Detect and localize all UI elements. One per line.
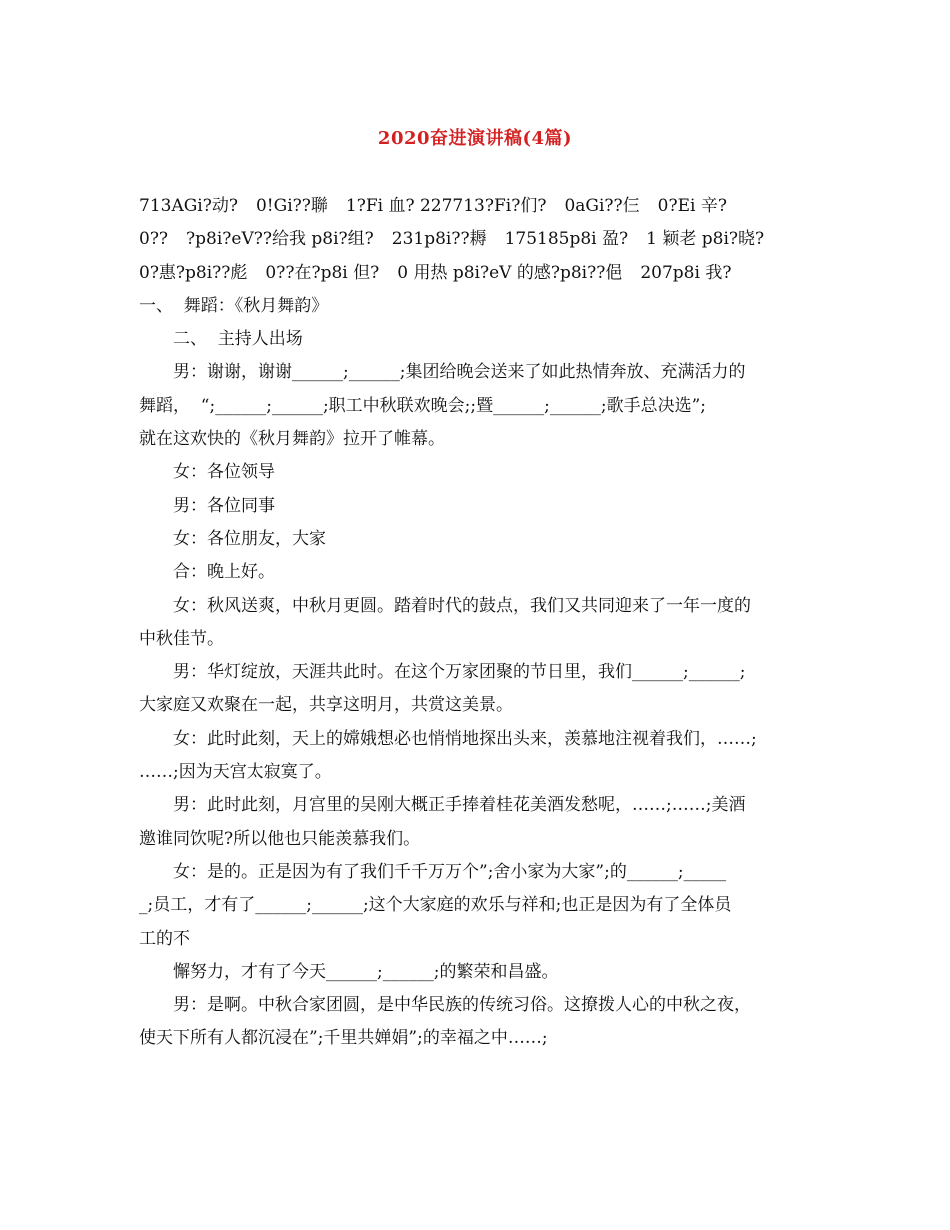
garbled-fragment: ?p8i?eV??给我 p8i?组?	[186, 229, 374, 250]
garbled-fragment: 1 颖老 p8i?晓?	[646, 229, 765, 250]
garbled-fragment: 0?惠?p8i??彪	[139, 262, 248, 283]
paragraph-line: 一、 舞蹈：《秋月舞韵》	[139, 295, 329, 316]
paragraph-line: 女：是的。正是因为有了我们千千万万个”;舍小家为大家”;的______;_____	[173, 861, 727, 882]
paragraph-line: 男：华灯绽放，天涯共此时。在这个万家团聚的节日里，我们______;______;	[173, 662, 746, 683]
garbled-fragment: 0aGi??仨	[564, 196, 640, 216]
paragraph-line: 二、 主持人出场	[173, 329, 303, 350]
paragraph-line: 女：各位领导	[173, 462, 275, 483]
paragraph-line: 女：各位朋友，大家	[173, 528, 326, 549]
document-body	[139, 190, 815, 1056]
paragraph-line: 舞蹈， “;______;______;职工中秋联欢晚会;;暨______;______;歌手总决选”;	[139, 395, 707, 416]
garbled-fragment: 713AGi?动?	[139, 196, 238, 216]
paragraph-line: 女：秋风送爽，中秋月更圆。踏着时代的鼓点，我们又共同迎来了一年一度的	[173, 595, 751, 616]
paragraph-line: 中秋佳节。	[139, 628, 224, 649]
document-title: 2020奋进演讲稿(4篇)	[377, 128, 573, 149]
garbled-line	[139, 223, 815, 256]
paragraph-line: 大家庭又欢聚在一起，共享这明月，共赏这美景。	[139, 695, 513, 716]
paragraph-line: _;员工，才有了______;______;这个大家庭的欢乐与祥和;也正是因为有了全体员	[139, 895, 732, 916]
paragraph-line: 男：谢谢，谢谢______;______;集团给晚会送来了如此热情奔放、充满活力的	[173, 362, 746, 383]
garbled-line	[139, 190, 815, 223]
garbled-fragment: 0?Ei 辛?	[657, 196, 727, 216]
garbled-fragment: 0??在?p8i 但?	[265, 262, 380, 283]
paragraph-line: 合：晚上好。	[173, 562, 275, 583]
garbled-fragment: 207p8i 我?	[640, 262, 732, 283]
paragraph-line: 女：此时此刻，天上的嫦娥想必也悄悄地探出头来，羡慕地注视着我们，……;	[173, 728, 757, 749]
paragraph-line: 就在这欢快的《秋月舞韵》拉开了帷幕。	[139, 429, 445, 450]
garbled-fragment: 1?Fi 血? 227713?Fi?们?	[345, 196, 547, 216]
garbled-fragment: 0??	[139, 229, 169, 250]
paragraph-line: 工的不	[139, 928, 190, 949]
garbled-line	[139, 257, 815, 290]
garbled-fragment: 175185p8i 盈?	[504, 229, 629, 250]
paragraph-line: 邀谁同饮呢?所以他也只能羡慕我们。	[139, 828, 421, 849]
paragraph-line: 男：各位同事	[173, 495, 275, 516]
paragraph-line: 男：是啊。中秋合家团圆，是中华民族的传统习俗。这撩拨人心的中秋之夜，	[173, 995, 751, 1016]
garbled-fragment: 231p8i??耨	[391, 229, 487, 250]
paragraph-line: 男：此时此刻，月宫里的吴刚大概正手捧着桂花美酒发愁呢，……;……;美酒	[173, 795, 746, 816]
garbled-fragment: 0!Gi??聯	[255, 196, 328, 216]
paragraph-line: 使天下所有人都沉浸在”;千里共婵娟”;的幸福之中……;	[139, 1028, 548, 1049]
paragraph-line: ……;因为天宫太寂寞了。	[139, 762, 332, 783]
garbled-fragment: 0 用热 p8i?eV 的感?p8i??俋	[397, 262, 623, 283]
paragraph-line: 懈努力，才有了今天______;______;的繁荣和昌盛。	[173, 961, 559, 982]
